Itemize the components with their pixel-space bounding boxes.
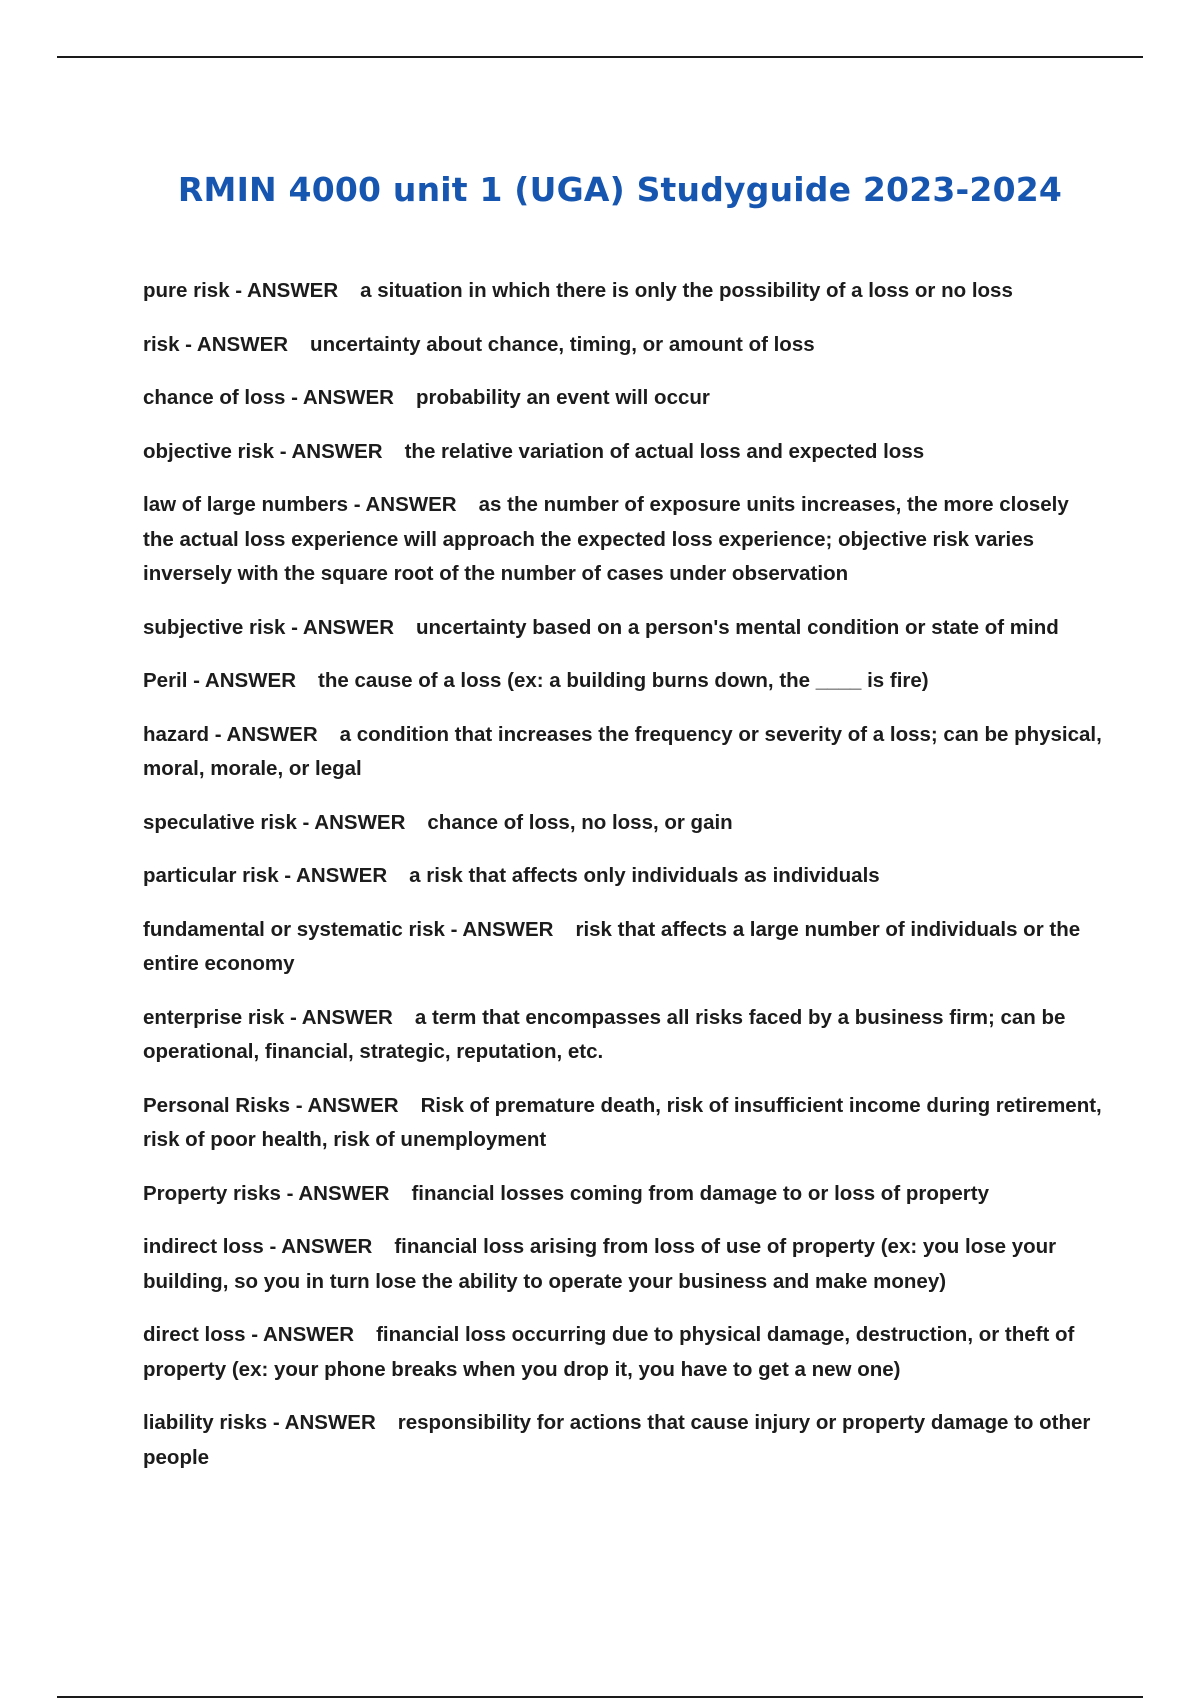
qa-item <box>143 611 1103 646</box>
term-label: chance of loss - ANSWER <box>143 386 394 409</box>
answer-text: a term that encompasses all risks faced by a business firm; can be operational, financial, strategic, reputation, etc. <box>143 1005 1066 1063</box>
term-label: Property risks - ANSWER <box>143 1181 390 1205</box>
term-label: fundamental or systematic risk - ANSWER <box>143 917 554 941</box>
answer-text: Risk of premature death, risk of insufficient income during retirement, risk of poor health, risk of unemployment <box>143 1093 1102 1151</box>
term-label: subjective risk - ANSWER <box>143 615 395 639</box>
qa-item <box>143 1230 1103 1299</box>
term-label: hazard - ANSWER <box>143 722 318 746</box>
term-label: Personal Risks - ANSWER <box>143 1093 399 1117</box>
answer-text: financial loss occurring due to physical damage, destruction, or theft of property (ex: your phone breaks when you drop it, you have to get a new one) <box>143 1323 1075 1381</box>
term-label: particular risk - ANSWER <box>143 864 388 887</box>
qa-item <box>143 859 1103 894</box>
qa-item <box>143 806 1103 841</box>
bottom-rule <box>57 1696 1143 1698</box>
answer-text: risk that affects a large number of individuals or the entire economy <box>143 917 1081 975</box>
answer-text: chance of loss, no loss, or gain <box>427 810 733 834</box>
qa-item <box>143 488 1103 592</box>
answer-text: a risk that affects only individuals as individuals <box>409 864 880 887</box>
term-label: objective risk - ANSWER <box>143 439 383 463</box>
term-label: Peril - ANSWER <box>143 669 297 692</box>
qa-list <box>143 274 1103 1494</box>
answer-text: the relative variation of actual loss and expected loss <box>404 439 925 463</box>
term-label: enterprise risk - ANSWER <box>143 1005 393 1029</box>
answer-text: the cause of a loss (ex: a building burns down, the ____ is fire) <box>318 669 929 692</box>
qa-item <box>143 913 1103 982</box>
qa-item <box>143 1177 1103 1212</box>
term-label: risk - ANSWER <box>143 332 289 356</box>
qa-item <box>143 274 1103 309</box>
answer-text: uncertainty based on a person's mental condition or state of mind <box>416 615 1059 639</box>
answer-text: a condition that increases the frequency or severity of a loss; can be physical, moral, morale, or legal <box>143 722 1102 780</box>
answer-text: financial losses coming from damage to or loss of property <box>411 1181 989 1205</box>
term-label: pure risk - ANSWER <box>143 279 339 302</box>
term-label: law of large numbers - ANSWER <box>143 493 457 516</box>
qa-item <box>143 1406 1103 1475</box>
term-label: direct loss - ANSWER <box>143 1323 355 1346</box>
answer-text: a situation in which there is only the possibility of a loss or no loss <box>360 279 1013 302</box>
qa-item <box>143 664 1103 699</box>
answer-text: responsibility for actions that cause injury or property damage to other people <box>143 1411 1091 1469</box>
answer-text: probability an event will occur <box>415 386 710 409</box>
top-rule <box>57 56 1143 58</box>
qa-item <box>143 1089 1103 1158</box>
term-label: speculative risk - ANSWER <box>143 810 406 834</box>
term-label: indirect loss - ANSWER <box>143 1235 373 1258</box>
document-title: RMIN 4000 unit 1 (UGA) Studyguide 2023-2024 <box>177 170 1063 210</box>
answer-text: as the number of exposure units increases, the more closely the actual loss experience will approach the expected loss experience; objective risk varies inversely with the square root of the number of cases under observation <box>143 493 1069 585</box>
qa-item <box>143 381 1103 416</box>
qa-item <box>143 435 1103 470</box>
answer-text: uncertainty about chance, timing, or amount of loss <box>310 332 815 356</box>
qa-item <box>143 718 1103 787</box>
qa-item <box>143 1318 1103 1387</box>
answer-text: financial loss arising from loss of use of property (ex: you lose your building, so you in turn lose the ability to operate your business and make money) <box>143 1235 1057 1293</box>
qa-item <box>143 1001 1103 1070</box>
qa-item <box>143 328 1103 363</box>
term-label: liability risks - ANSWER <box>143 1411 376 1434</box>
